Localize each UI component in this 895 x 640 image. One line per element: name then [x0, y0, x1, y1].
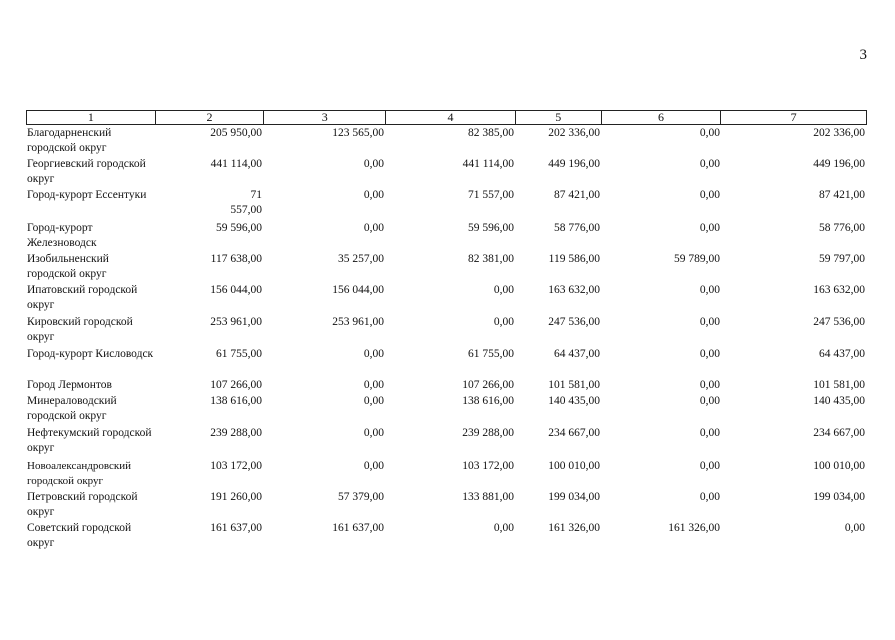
cell-value: 0,00: [699, 127, 720, 139]
cell-value: 138 616,00: [462, 395, 514, 407]
municipality-name: Благодарненский городской округ: [27, 127, 112, 154]
cell-value: 140 435,00: [813, 395, 865, 407]
cell-value: 138 616,00: [210, 395, 262, 407]
cell-value: 61 755,00: [468, 348, 514, 360]
cell-value: 0,00: [699, 379, 720, 391]
cell-value: 449 196,00: [548, 158, 600, 170]
table-header: [26, 110, 867, 125]
cell-value: 117 638,00: [210, 253, 262, 265]
cell-value: 0,00: [363, 222, 384, 234]
cell-value: 0,00: [699, 395, 720, 407]
cell-value: 199 034,00: [813, 491, 865, 503]
cell-value: 441 114,00: [462, 158, 514, 170]
cell-value: 101 581,00: [813, 379, 865, 391]
municipality-name: Кировский городской округ: [27, 316, 133, 343]
cell-value: 0,00: [363, 395, 384, 407]
cell-value: 0,00: [699, 460, 720, 472]
municipality-name: Георгиевский городской округ: [27, 158, 146, 185]
cell-value: 0,00: [363, 158, 384, 170]
cell-value: 0,00: [699, 284, 720, 296]
municipality-name: Минераловодский городской округ: [27, 395, 117, 422]
cell-value: 0,00: [699, 316, 720, 328]
cell-value: 0,00: [699, 427, 720, 439]
cell-value: 191 260,00: [210, 491, 262, 503]
cell-value: 247 536,00: [548, 316, 600, 328]
table-row: [26, 188, 867, 218]
cell-value: 133 881,00: [462, 491, 514, 503]
cell-value: 0,00: [699, 158, 720, 170]
municipality-name: Ипатовский городской округ: [27, 284, 138, 311]
column-header: 5: [516, 111, 602, 124]
municipality-name: Город-курорт Железноводск: [27, 222, 97, 249]
table-row: [26, 347, 867, 362]
cell-value: 58 776,00: [554, 222, 600, 234]
cell-value: 82 381,00: [468, 253, 514, 265]
table-row: [26, 252, 867, 282]
cell-value: 205 950,00: [210, 127, 262, 139]
municipality-name: Город-курорт Кисловодск: [27, 348, 154, 360]
cell-value: 119 586,00: [548, 253, 600, 265]
cell-value: 57 379,00: [338, 491, 384, 503]
cell-value: 161 637,00: [332, 522, 384, 534]
cell-value: 82 385,00: [468, 127, 514, 139]
cell-value: 253 961,00: [210, 316, 262, 328]
cell-value: 107 266,00: [210, 379, 262, 391]
column-header: 1: [27, 111, 156, 124]
cell-value: 156 044,00: [332, 284, 384, 296]
cell-value: 87 421,00: [819, 189, 865, 201]
cell-value: 64 437,00: [819, 348, 865, 360]
table-row: [26, 378, 867, 393]
table-row: [26, 459, 867, 489]
cell-value: 202 336,00: [548, 127, 600, 139]
cell-value: 449 196,00: [813, 158, 865, 170]
table-row: [26, 394, 867, 424]
cell-value: 239 288,00: [210, 427, 262, 439]
cell-value: 59 596,00: [216, 222, 262, 234]
cell-value: 234 667,00: [548, 427, 600, 439]
cell-value: 0,00: [363, 427, 384, 439]
table-row: [26, 315, 867, 345]
cell-value: 0,00: [363, 189, 384, 201]
table-row: [26, 157, 867, 187]
municipality-name: Город-курорт Ессентуки: [27, 189, 147, 201]
municipality-name: Изобильненский городской округ: [27, 253, 109, 280]
cell-value: 0,00: [493, 316, 514, 328]
municipality-name: Петровский городской округ: [27, 491, 138, 518]
table-row: [26, 283, 867, 313]
municipality-name: Новоалександровский городской округ: [27, 460, 131, 487]
cell-value: 0,00: [699, 491, 720, 503]
cell-value: 140 435,00: [548, 395, 600, 407]
cell-value: 0,00: [844, 522, 865, 534]
column-header: 6: [602, 111, 722, 124]
table-row: [26, 221, 867, 251]
cell-value: 161 326,00: [548, 522, 600, 534]
municipality-name: Нефтекумский городской округ: [27, 427, 152, 454]
cell-value: 58 776,00: [819, 222, 865, 234]
municipality-name: Город Лермонтов: [27, 379, 112, 391]
municipality-name: Советский городской округ: [27, 522, 132, 549]
cell-value: 0,00: [363, 379, 384, 391]
cell-value: 123 565,00: [332, 127, 384, 139]
cell-value: 0,00: [699, 348, 720, 360]
column-header: 2: [156, 111, 265, 124]
cell-value: 161 326,00: [668, 522, 720, 534]
table-row: [26, 521, 867, 551]
cell-value: 441 114,00: [210, 158, 262, 170]
cell-value: 103 172,00: [462, 460, 514, 472]
page-number: 3: [859, 47, 867, 63]
cell-value: 0,00: [699, 222, 720, 234]
cell-value: 156 044,00: [210, 284, 262, 296]
cell-value: 100 010,00: [813, 460, 865, 472]
cell-value: 101 581,00: [548, 379, 600, 391]
cell-value: 0,00: [363, 348, 384, 360]
cell-value: 163 632,00: [813, 284, 865, 296]
cell-value: 87 421,00: [554, 189, 600, 201]
cell-value: 64 437,00: [554, 348, 600, 360]
cell-value: 0,00: [363, 460, 384, 472]
column-header: 4: [386, 111, 516, 124]
cell-value: 35 257,00: [338, 253, 384, 265]
cell-value: 202 336,00: [813, 127, 865, 139]
cell-value: 0,00: [493, 284, 514, 296]
cell-value: 59 789,00: [674, 253, 720, 265]
table-row: [26, 490, 867, 520]
cell-value: 253 961,00: [332, 316, 384, 328]
cell-value: 161 637,00: [210, 522, 262, 534]
cell-value: 0,00: [699, 189, 720, 201]
cell-value: 163 632,00: [548, 284, 600, 296]
cell-value: 0,00: [493, 522, 514, 534]
cell-value: 107 266,00: [462, 379, 514, 391]
cell-value: 59 797,00: [819, 253, 865, 265]
table-row: [26, 126, 867, 156]
column-header: 7: [790, 110, 797, 124]
cell-value: 103 172,00: [210, 460, 262, 472]
cell-value: 71 557,00: [468, 189, 514, 201]
cell-value: 59 596,00: [468, 222, 514, 234]
table-row: [26, 426, 867, 456]
column-header: 3: [264, 111, 386, 124]
cell-value: 199 034,00: [548, 491, 600, 503]
cell-value: 71 557,00: [230, 189, 262, 216]
cell-value: 61 755,00: [216, 348, 262, 360]
cell-value: 100 010,00: [548, 460, 600, 472]
cell-value: 247 536,00: [813, 316, 865, 328]
cell-value: 239 288,00: [462, 427, 514, 439]
cell-value: 234 667,00: [813, 427, 865, 439]
